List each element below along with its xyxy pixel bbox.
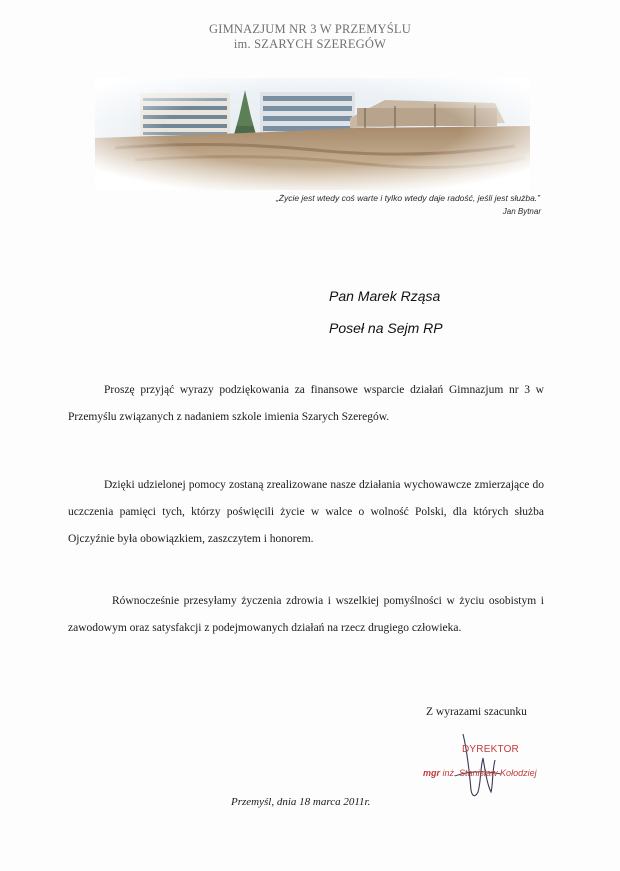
school-patron-header: im. SZARYCH SZEREGÓW: [233, 37, 387, 51]
stamp-person: inż. Stanisław Kołodziej: [442, 768, 537, 778]
place-and-date: Przemyśl, dnia 18 marca 2011r.: [231, 796, 371, 808]
stamp-title: DYREKTOR: [462, 744, 519, 755]
school-building-photo: [95, 78, 530, 190]
body-paragraph-1: Proszę przyjąć wyrazy podziękowania za finansowe wsparcie działań Gimnazjum nr 3 w Przemyślu związanych z nadaniem szkole imienia Szarych Szeregów.: [68, 384, 544, 423]
motto-quote: „Życie jest wtedy coś warte i tylko wtedy daje radość, jeśli jest służba.”: [275, 193, 540, 203]
body-paragraph-2: Dzięki udzielonej pomocy zostaną zrealizowane nasze działania wychowawcze zmierzające do uczczenia pamięci tych, którzy poświęcili życie w walce o wolność Polski, dla których służba Ojczyźnie była obowiązkiem, zaszczytem i honorem.: [68, 479, 544, 545]
handwritten-signature: [445, 730, 515, 802]
school-name-header: GIMNAZJUM NR 3 W PRZEMYŚLU: [209, 22, 411, 36]
stamp-name: [423, 768, 537, 778]
body-paragraph-3: Równocześnie przesyłamy życzenia zdrowia i wszelkiej pomyślności w życiu osobistym i zawodowym oraz satysfakcji z podejmowanych działań na rzecz drugiego człowieka.: [68, 595, 544, 634]
motto-author: Jan Bytnar: [502, 207, 541, 216]
addressee-title: Poseł na Sejm RP: [329, 320, 443, 336]
addressee-name: Pan Marek Rząsa: [329, 288, 441, 304]
stamp-degree: mgr: [423, 768, 441, 778]
closing-phrase: Z wyrazami szacunku: [426, 706, 527, 718]
